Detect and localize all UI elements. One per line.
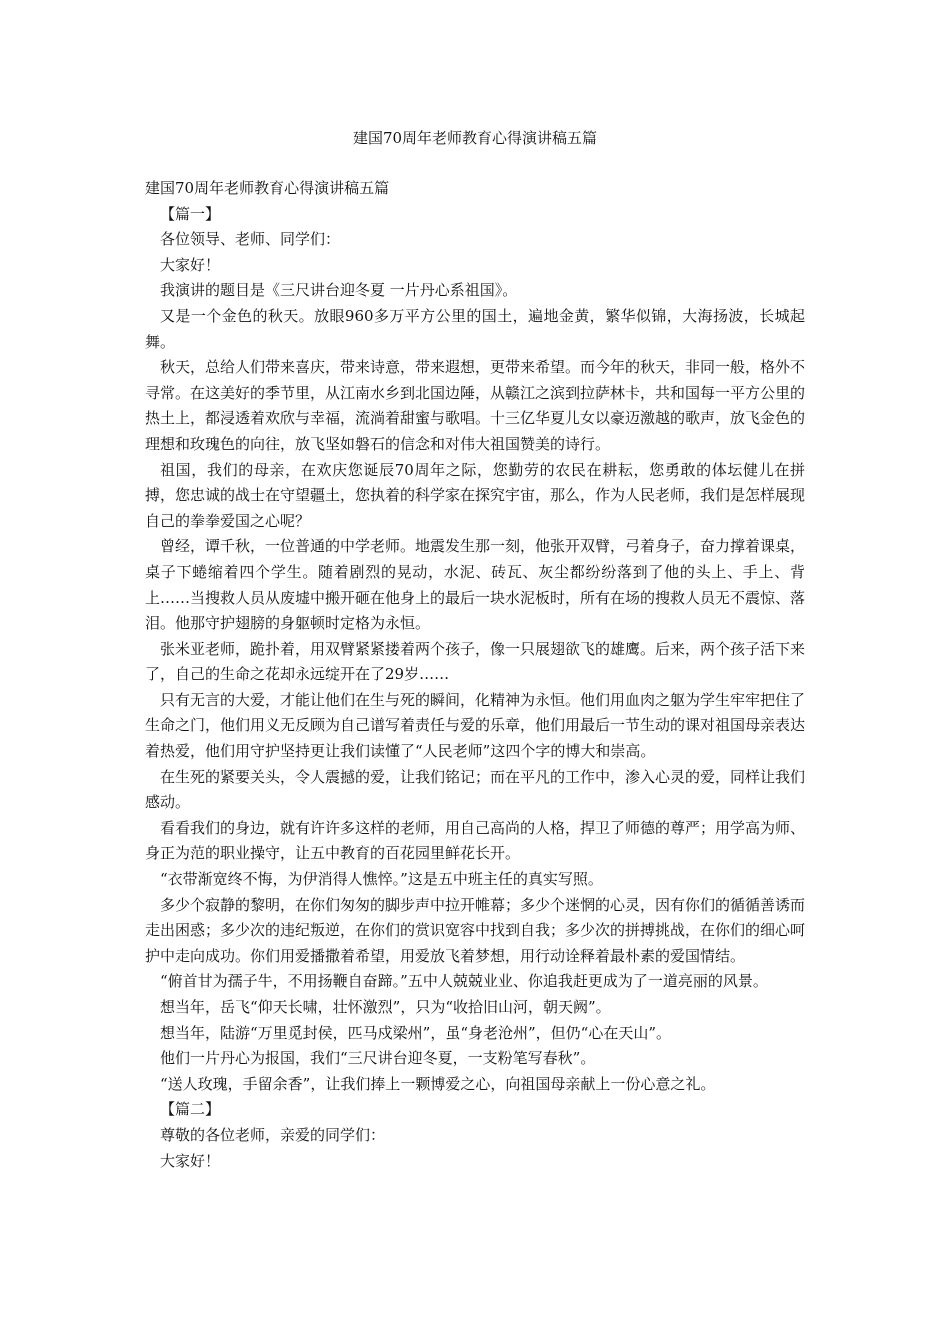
document-body (145, 176, 805, 1174)
paragraph: 想当年，陆游“万里觅封侯，匹马戍梁州”，虽“身老沧州”，但仍“心在天山”。 (160, 1023, 672, 1042)
paragraph: 又是一个金色的秋天。放眼960多万平方公里的国土，遍地金黄，繁华似锦，大海扬波，长城起舞。 (145, 306, 805, 351)
document-subtitle: 建国70周年老师教育心得演讲稿五篇 (145, 179, 390, 197)
greeting-audience: 尊敬的各位老师，亲爱的同学们： (160, 1125, 386, 1144)
paragraph: 张米亚老师，跪扑着，用双臂紧紧搂着两个孩子，像一只展翅欲飞的雄鹰。后来，两个孩子活下来了，自己的生命之花却永远绽开在了29岁…… (145, 639, 806, 684)
paragraph: 在生死的紧要关头，令人震撼的爱，让我们铭记；而在平凡的工作中，渗入心灵的爱，同样让我们感动。 (145, 767, 806, 812)
paragraph: 只有无言的大爱，才能让他们在生与死的瞬间，化精神为永恒。他们用血肉之躯为学生牢牢把住了生命之门，他们用义无反顾为自己谱写着责任与爱的乐章，他们用最后一节生动的课对祖国母亲表达着热爱，他们用守护坚持更让我们读懂了“人民老师”这四个字的博大和崇高。 (145, 690, 806, 761)
greeting-hello: 大家好！ (160, 255, 221, 274)
greeting-audience: 各位领导、老师、同学们： (160, 230, 341, 249)
paragraph: “送人玫瑰，手留余香”，让我们捧上一颗博爱之心，向祖国母亲献上一份心意之礼。 (160, 1074, 716, 1093)
paragraph: “衣带渐宽终不悔，为伊消得人憔悴。”这是五中班主任的真实写照。 (160, 870, 603, 889)
document-title: 建国70周年老师教育心得演讲稿五篇 (352, 129, 598, 147)
paragraph: 曾经，谭千秋，一位普通的中学老师。地震发生那一刻，他张开双臂，弓着身子，奋力撑着课桌，桌子下蜷缩着四个学生。随着剧烈的晃动，水泥、砖瓦、灰尘都纷纷落到了他的头上、手上、背上……当搜救人员从废墟中搬开砸在他身上的最后一块水泥板时，所有在场的搜救人员无不震惊、落泪。他那守护翅膀的身躯顿时定格为永恒。 (145, 537, 806, 633)
paragraph: 看看我们的身边，就有许许多这样的老师，用自己高尚的人格，捍卫了师德的尊严；用学高为师、身正为范的职业操守，让五中教育的百花园里鲜花长开。 (145, 818, 806, 863)
section-heading-2: 【篇二】 (160, 1100, 221, 1119)
paragraph: 想当年，岳飞“仰天长啸，壮怀激烈”，只为“收拾旧山河，朝天阙”。 (160, 998, 611, 1016)
paragraph: 多少个寂静的黎明，在你们匆匆的脚步声中拉开帷幕；多少个迷惘的心灵，因有你们的循循善诱而走出困惑；多少次的违纪叛逆，在你们的赏识宽容中找到自我；多少次的拼搏挑战，在你们的细心呵护中走向成功。你们用爱播撒着希望，用爱放飞着梦想，用行动诠释着最朴素的爱国情结。 (145, 895, 806, 965)
paragraph: 祖国，我们的母亲，在欢庆您诞辰70周年之际，您勤劳的农民在耕耘，您勇敢的体坛健儿在拼搏，您忠诚的战士在守望疆土，您执着的科学家在探究宇宙，那么，作为人民老师，我们是怎样展现自己的拳拳爱国之心呢？ (145, 460, 806, 530)
paragraph: 我演讲的题目是《三尺讲台迎冬夏 一片丹心系祖国》。 (160, 281, 518, 300)
section-heading-1: 【篇一】 (160, 204, 221, 223)
paragraph: 秋天，总给人们带来喜庆，带来诗意，带来遐想，更带来希望。而今年的秋天，非同一般，格外不寻常。在这美好的季节里，从江南水乡到北国边陲，从赣江之滨到拉萨林卡，共和国每一平方公里的热土上，都浸透着欢欣与幸福，流淌着甜蜜与歌唱。十三亿华夏儿女以豪迈激越的歌声，放飞金色的理想和玫瑰色的向往，放飞坚如磐石的信念和对伟大祖国赞美的诗行。 (145, 358, 806, 453)
greeting-hello: 大家好！ (160, 1151, 221, 1170)
paragraph: 他们一片丹心为报国，我们“三尺讲台迎冬夏，一支粉笔写春秋”。 (160, 1049, 596, 1068)
paragraph: “俯首甘为孺子牛，不用扬鞭自奋蹄。”五中人兢兢业业、你追我赶更成为了一道亮丽的风景。 (160, 972, 768, 991)
